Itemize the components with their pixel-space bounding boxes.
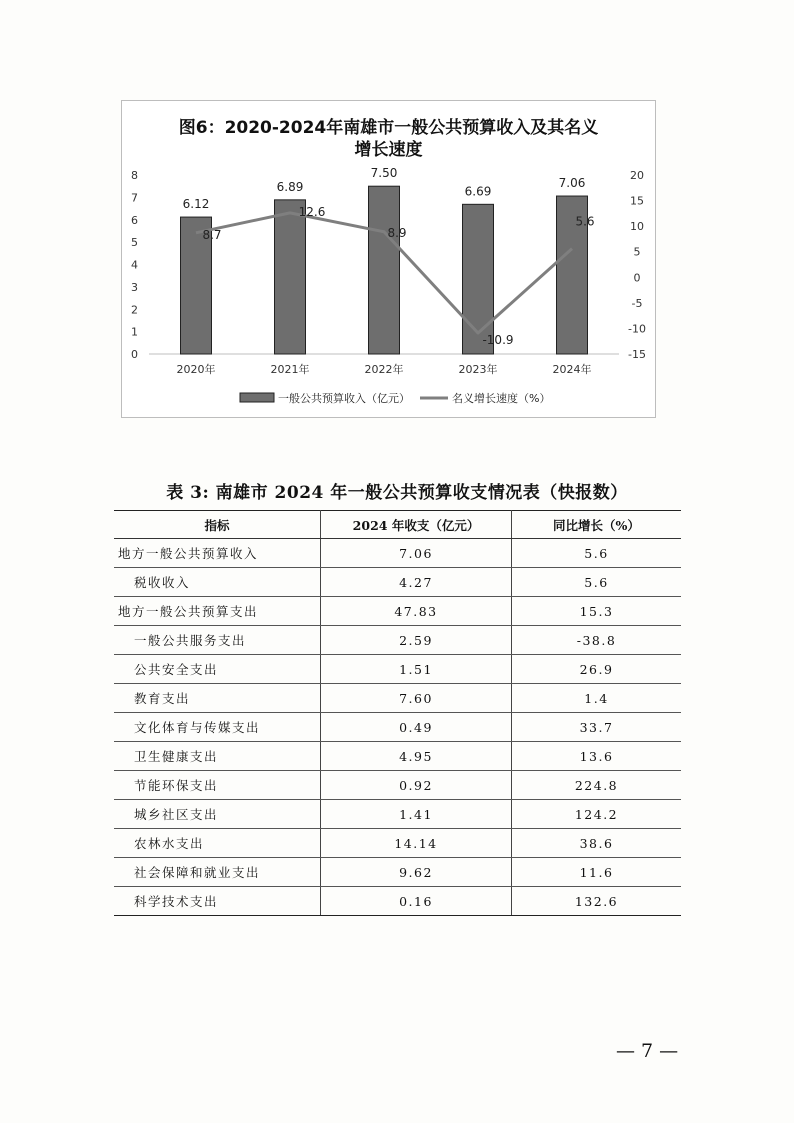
line-data-label: 8.9 [387, 225, 407, 240]
row-indicator-cell: 地方一般公共预算收入 [114, 539, 321, 568]
row-amount-cell: 4.27 [321, 568, 512, 597]
right-axis-tick-label: 0 [633, 271, 641, 285]
right-axis-tick-label: 20 [630, 169, 644, 182]
row-growth-cell: 5.6 [512, 568, 682, 597]
row-indicator-cell: 节能环保支出 [114, 771, 321, 800]
legend-bar-label: 一般公共预算收入（亿元） [278, 392, 410, 405]
row-growth-cell: 26.9 [512, 655, 682, 684]
row-amount-cell: 9.62 [321, 858, 512, 887]
row-growth-cell: 224.8 [512, 771, 682, 800]
row-indicator-cell: 公共安全支出 [114, 655, 321, 684]
row-indicator-cell: 教育支出 [114, 684, 321, 713]
line-data-label: -10.9 [482, 333, 514, 348]
bar-data-label: 6.12 [182, 197, 210, 212]
row-indicator-cell: 卫生健康支出 [114, 742, 321, 771]
table-row [114, 626, 681, 655]
bar-data-label: 6.89 [276, 179, 304, 194]
chart-figure [121, 100, 656, 418]
row-growth-cell: 132.6 [512, 887, 682, 916]
row-growth-cell: 124.2 [512, 800, 682, 829]
left-axis-tick-label: 2 [131, 303, 138, 317]
table-title: 表 3: 南雄市 2024 年一般公共预算收支情况表（快报数） [166, 483, 628, 503]
row-amount-cell: 1.41 [321, 800, 512, 829]
left-axis-tick-label: 7 [131, 191, 138, 205]
row-growth-cell: 33.7 [512, 713, 682, 742]
left-axis-tick-label: 6 [131, 213, 138, 227]
table-row [114, 539, 681, 568]
row-indicator-cell: 社会保障和就业支出 [114, 858, 321, 887]
revenue-growth-chart [122, 101, 655, 417]
category-tick-label: 2020年 [176, 363, 216, 376]
row-amount-cell: 0.92 [321, 771, 512, 800]
header-growth: 同比增长（%） [512, 511, 682, 539]
right-axis-tick-label: 5 [633, 245, 641, 259]
bar-data-label: 6.69 [464, 184, 492, 199]
table-row [114, 829, 681, 858]
row-indicator-cell: 税收收入 [114, 568, 321, 597]
row-growth-cell: 11.6 [512, 858, 682, 887]
chart-title-line-1: 图6：2020-2024年南雄市一般公共预算收入及其名义 [178, 118, 599, 138]
right-axis-tick-label: -5 [631, 296, 643, 310]
row-amount-cell: 0.49 [321, 713, 512, 742]
row-amount-cell: 7.06 [321, 539, 512, 568]
table-row [114, 887, 681, 916]
table-header-row [114, 511, 681, 539]
left-axis-tick-label: 0 [131, 348, 138, 361]
right-axis-tick-label: -15 [628, 348, 646, 361]
row-growth-cell: 1.4 [512, 684, 682, 713]
row-indicator-cell: 地方一般公共预算支出 [114, 597, 321, 626]
page-number: — 7 — [616, 1040, 679, 1062]
revenue-bar [275, 200, 306, 354]
category-tick-label: 2023年 [458, 363, 498, 376]
row-indicator-cell: 城乡社区支出 [114, 800, 321, 829]
left-axis-tick-label: 8 [131, 169, 138, 182]
right-axis-tick-label: 15 [630, 194, 644, 208]
category-tick-label: 2021年 [270, 363, 310, 376]
row-growth-cell: 5.6 [512, 539, 682, 568]
table-row [114, 597, 681, 626]
table-row [114, 568, 681, 597]
row-growth-cell: 13.6 [512, 742, 682, 771]
left-axis-tick-label: 5 [131, 236, 138, 250]
row-amount-cell: 47.83 [321, 597, 512, 626]
table-row [114, 771, 681, 800]
row-amount-cell: 7.60 [321, 684, 512, 713]
category-tick-label: 2022年 [364, 363, 404, 376]
left-axis-tick-label: 1 [131, 325, 138, 339]
row-indicator-cell: 文化体育与传媒支出 [114, 713, 321, 742]
right-axis-tick-label: 10 [630, 220, 644, 234]
row-amount-cell: 2.59 [321, 626, 512, 655]
row-amount-cell: 0.16 [321, 887, 512, 916]
row-indicator-cell: 农林水支出 [114, 829, 321, 858]
bar-data-label: 7.06 [558, 176, 586, 191]
row-amount-cell: 4.95 [321, 742, 512, 771]
legend-bar-swatch [240, 393, 274, 402]
table-row [114, 800, 681, 829]
row-indicator-cell: 科学技术支出 [114, 887, 321, 916]
bar-data-label: 7.50 [370, 166, 398, 181]
left-axis-tick-label: 4 [131, 258, 138, 272]
line-data-label: 8.7 [202, 227, 222, 242]
header-indicator: 指标 [114, 511, 321, 539]
table-row [114, 684, 681, 713]
table-row [114, 655, 681, 684]
row-growth-cell: 38.6 [512, 829, 682, 858]
left-axis-tick-label: 3 [131, 280, 138, 294]
table-row [114, 742, 681, 771]
line-data-label: 12.6 [298, 204, 326, 219]
row-amount-cell: 1.51 [321, 655, 512, 684]
category-tick-label: 2024年 [552, 363, 592, 376]
row-amount-cell: 14.14 [321, 829, 512, 858]
chart-title-line-2: 增长速度 [354, 140, 423, 160]
table-row [114, 713, 681, 742]
revenue-bar [369, 186, 400, 354]
line-data-label: 5.6 [575, 214, 595, 229]
row-growth-cell: 15.3 [512, 597, 682, 626]
header-amount: 2024 年收支（亿元） [321, 511, 512, 539]
row-indicator-cell: 一般公共服务支出 [114, 626, 321, 655]
right-axis-tick-label: -10 [628, 322, 646, 336]
legend-line-label: 名义增长速度（%） [452, 392, 551, 405]
table-row [114, 858, 681, 887]
budget-table [114, 510, 681, 916]
row-growth-cell: -38.8 [512, 626, 682, 655]
